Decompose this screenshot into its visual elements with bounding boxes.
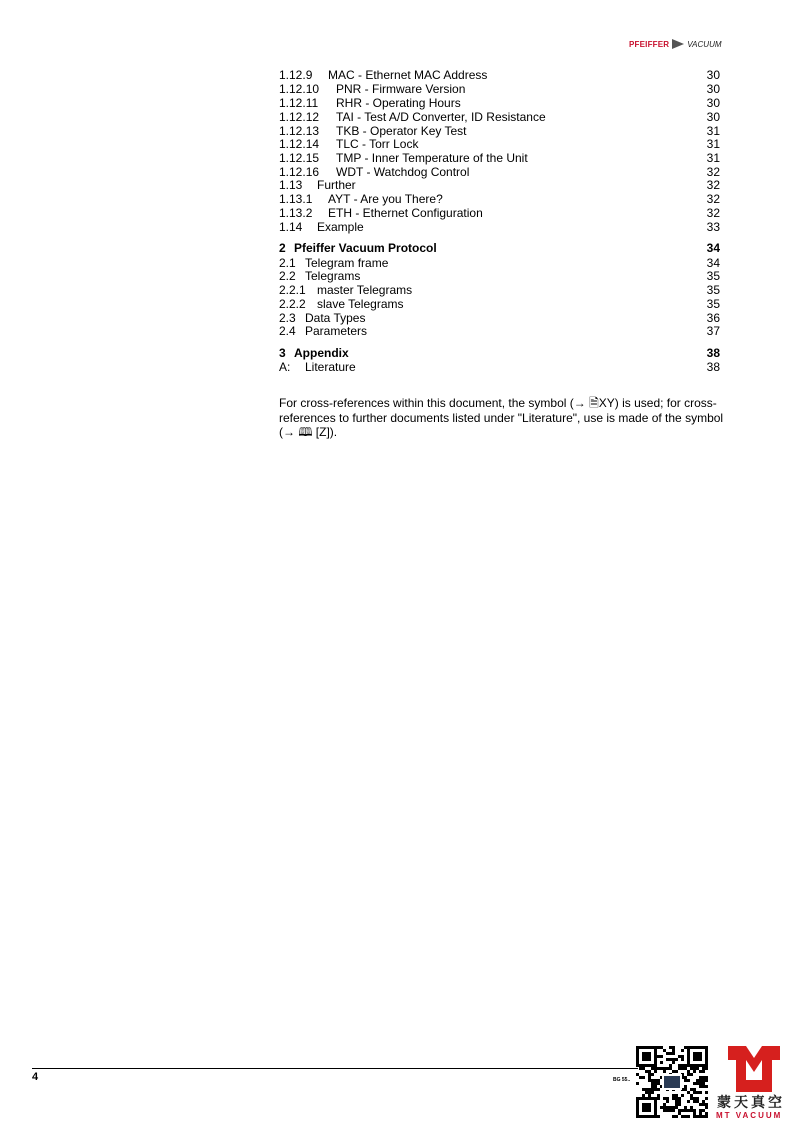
toc-page: 30 — [706, 110, 720, 124]
toc-title: AYT - Are you There? — [328, 192, 443, 206]
toc-number: 1.13.2 — [279, 206, 313, 220]
toc-title — [294, 241, 437, 255]
toc-page: 38 — [706, 360, 720, 374]
toc-number: 2.4 — [279, 324, 296, 338]
toc-code: WDT — [336, 165, 364, 179]
toc-title-text: Firmware Version — [372, 82, 466, 96]
toc-title-text: Further — [317, 178, 356, 192]
toc-title-text: Pfeiffer Vacuum Protocol — [294, 241, 437, 255]
toc-code: TMP — [336, 151, 362, 165]
toc-entry[interactable] — [279, 68, 720, 82]
toc-number: 2.1 — [279, 256, 296, 270]
toc-page: 35 — [706, 269, 720, 283]
toc-page: 38 — [706, 346, 720, 360]
toc-entry[interactable] — [279, 241, 720, 255]
toc-number: 1.12.16 — [279, 165, 320, 179]
toc-title: RHR - Operating Hours — [336, 96, 461, 110]
toc-entry[interactable] — [279, 137, 720, 151]
toc-page: 30 — [706, 96, 720, 110]
toc-title: TLC - Torr Lock — [336, 137, 419, 151]
toc-number: 1.12.15 — [279, 151, 320, 165]
toc-entry[interactable] — [279, 283, 720, 297]
toc-entry[interactable] — [279, 96, 720, 110]
toc-title-text: Example — [317, 220, 364, 234]
toc-entry[interactable] — [279, 269, 720, 283]
toc-title — [305, 311, 365, 325]
toc-entry[interactable] — [279, 360, 720, 374]
toc-title — [317, 178, 356, 192]
toc-code: TAI — [336, 110, 354, 124]
toc-entry[interactable] — [279, 220, 720, 234]
toc-code: RHR — [336, 96, 362, 110]
toc-title: PNR - Firmware Version — [336, 82, 466, 96]
toc-page: 35 — [706, 297, 720, 311]
toc-code: ETH — [328, 206, 352, 220]
toc-number: 1.12.13 — [279, 124, 320, 138]
toc-number: 1.13.1 — [279, 192, 313, 206]
toc-page: 33 — [706, 220, 720, 234]
toc-title: TMP - Inner Temperature of the Unit — [336, 151, 528, 165]
toc-title-text: Ethernet MAC Address — [365, 68, 488, 82]
toc-title-text: Telegrams — [305, 269, 361, 283]
toc-page: 30 — [706, 82, 720, 96]
toc-page: 32 — [706, 206, 720, 220]
toc-number: 1.13 — [279, 178, 303, 192]
toc-title — [317, 297, 403, 311]
toc-entry[interactable] — [279, 151, 720, 165]
toc-number: 2.2.2 — [279, 297, 306, 311]
toc-page: 32 — [706, 165, 720, 179]
toc-title-text: Test A/D Converter, ID Resistance — [364, 110, 546, 124]
toc-title — [305, 360, 356, 374]
toc-number: 1.12.10 — [279, 82, 320, 96]
toc-title — [305, 324, 367, 338]
toc-code: PNR — [336, 82, 362, 96]
toc-entry[interactable] — [279, 124, 720, 138]
toc-entry[interactable] — [279, 206, 720, 220]
toc-number: 2 — [279, 241, 286, 255]
toc-page: 37 — [706, 324, 720, 338]
toc-title-text: Are you There? — [360, 192, 443, 206]
toc-page: 34 — [706, 256, 720, 270]
toc-title: TAI - Test A/D Converter, ID Resistance — [336, 110, 546, 124]
toc-entry[interactable] — [279, 165, 720, 179]
toc-number: A: — [279, 360, 291, 374]
toc-number: 3 — [279, 346, 286, 360]
toc-page: 36 — [706, 311, 720, 325]
toc-entry[interactable] — [279, 82, 720, 96]
toc-title-text: Operator Key Test — [370, 124, 467, 138]
mt-vacuum-logo-icon — [728, 1046, 780, 1092]
toc-page: 35 — [706, 283, 720, 297]
toc-code: AYT — [328, 192, 351, 206]
logo-brand2: VACUUM — [687, 39, 722, 49]
toc-number: 2.2 — [279, 269, 296, 283]
logo-brand: PFEIFFER — [629, 39, 670, 49]
toc-number: 1.12.9 — [279, 68, 313, 82]
footer-divider — [32, 1068, 638, 1069]
toc-entry[interactable] — [279, 346, 720, 360]
toc-title-text: Inner Temperature of the Unit — [371, 151, 528, 165]
qr-code-icon — [636, 1046, 708, 1118]
logo-arrow-icon — [672, 39, 684, 49]
toc-entry[interactable] — [279, 324, 720, 338]
toc-entry[interactable] — [279, 178, 720, 192]
toc-title: ETH - Ethernet Configuration — [328, 206, 483, 220]
pfeiffer-logo — [629, 39, 722, 49]
toc-title — [294, 346, 349, 360]
toc-page: 32 — [706, 192, 720, 206]
toc-page: 34 — [706, 241, 720, 255]
toc-title — [305, 256, 388, 270]
toc-number: 1.12.14 — [279, 137, 320, 151]
toc-title-text: Data Types — [305, 311, 366, 325]
toc-title-text: Literature — [305, 360, 356, 374]
logo-chinese-text: 蒙天真空 — [717, 1094, 785, 1110]
toc-number: 2.3 — [279, 311, 296, 325]
toc-title-text: Operating Hours — [372, 96, 461, 110]
toc-title: MAC - Ethernet MAC Address — [328, 68, 488, 82]
toc-title: TKB - Operator Key Test — [336, 124, 467, 138]
toc-title-text: master Telegrams — [317, 283, 413, 297]
toc-title-text: Telegram frame — [305, 256, 389, 270]
toc-title-text: Torr Lock — [369, 137, 419, 151]
logo-english-text: MT VACUUM — [716, 1111, 783, 1120]
toc-code: MAC — [328, 68, 355, 82]
toc-page: 31 — [706, 137, 720, 151]
toc-title-text: Watchdog Control — [373, 165, 470, 179]
toc-number: 2.2.1 — [279, 283, 306, 297]
toc-page: 30 — [706, 68, 720, 82]
toc-title — [317, 220, 364, 234]
toc-title — [317, 283, 412, 297]
toc-page: 31 — [706, 124, 720, 138]
toc-entry[interactable] — [279, 256, 720, 270]
toc-entry[interactable] — [279, 110, 720, 124]
toc-title-text: Ethernet Configuration — [362, 206, 483, 220]
toc-title: WDT - Watchdog Control — [336, 165, 470, 179]
page-number: 4 — [32, 1071, 39, 1083]
toc-page: 32 — [706, 178, 720, 192]
toc-number: 1.12.12 — [279, 110, 320, 124]
toc-code: TKB — [336, 124, 360, 138]
toc-title-text: Appendix — [294, 346, 349, 360]
toc-page: 31 — [706, 151, 720, 165]
toc-entry[interactable] — [279, 192, 720, 206]
toc-entry[interactable] — [279, 311, 720, 325]
toc-number: 1.12.11 — [279, 96, 319, 110]
document-code: BG 55.. — [613, 1077, 631, 1083]
cross-reference-note: For cross-references within this document, the symbol (→ 🗎XY) is used; for cross-references to further documents listed under "Literature", use is made of the symbol (→ 🕮 [Z]). — [279, 396, 724, 439]
toc-title — [305, 269, 360, 283]
toc-title-text: slave Telegrams — [317, 297, 404, 311]
toc-title-text: Parameters — [305, 324, 368, 338]
toc-code: TLC — [336, 137, 359, 151]
toc-number: 1.14 — [279, 220, 303, 234]
toc-entry[interactable] — [279, 297, 720, 311]
